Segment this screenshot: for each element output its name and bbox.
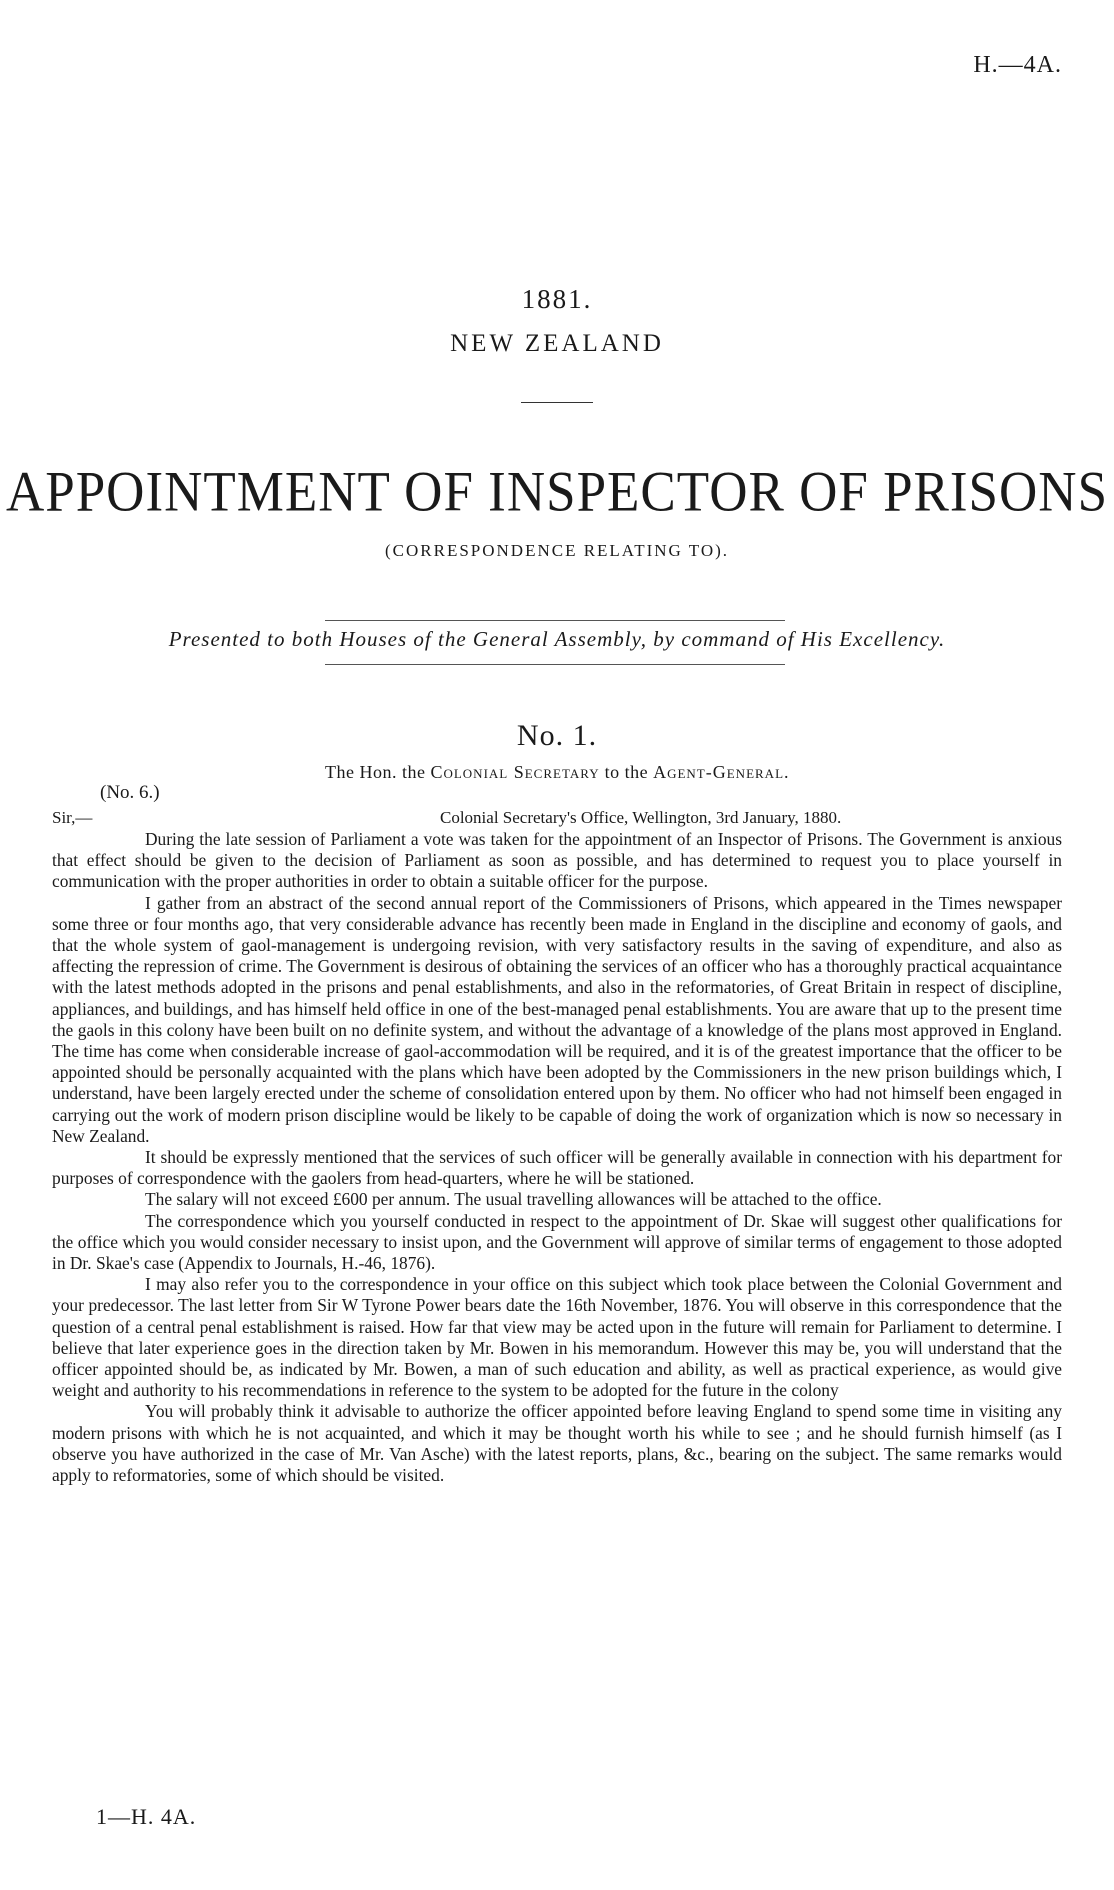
paragraph: It should be expressly mentioned that the services of such officer will be generally available in connection with his department for purposes of correspondence with the gaolers from head-quarters, where he will be stationed.: [52, 1147, 1062, 1189]
from-prefix: The Hon. the: [324, 762, 431, 782]
letter-dateline: Colonial Secretary's Office, Wellington, 3rd January, 1880.: [440, 808, 842, 827]
divider-short: [521, 402, 593, 403]
letter-number: No. 1.: [516, 719, 598, 752]
letter-reference-number: (No. 6.): [100, 782, 160, 803]
paragraph: During the late session of Parliament a vote was taken for the appointment of an Inspector of Prisons. The Government is anxious that effect should be given to the decision of Parliament as soon as possible, and has determined to request you to place yourself in communication with the proper authorities in order to obtain a suitable officer for the purpose.: [52, 829, 1062, 892]
paragraph: You will probably think it advisable to authorize the officer appointed before leaving England to spend some time in visiting any modern prisons with which he is not acquainted, and which it may be thought worth his while to see ; and he should furnish himself (as I observe you have authorized in the case of Mr. Van Asche) with the latest reports, plans, &c., bearing on the subject. The same remarks would apply to reformatories, some of which should be visited.: [52, 1401, 1062, 1486]
to-prefix: to the: [599, 762, 654, 782]
letter-sender: Colonial Secretary: [430, 762, 600, 782]
document-country: NEW ZEALAND: [450, 330, 664, 357]
page-title: APPOINTMENT OF INSPECTOR OF PRISONS: [5, 460, 1109, 524]
paragraph: I gather from an abstract of the second annual report of the Commissioners of Prisons, which appeared in the Times newspaper some three or four months ago, that very considerable advance has recently been made in England in the discipline and economy of gaols, and that the whole system of gaol-management is undergoing revision, with very satisfactory results in the saving of expenditure, and also as affecting the repression of crime. The Government is desirous of obtaining the services of an officer who has a thoroughly practical acquaintance with the latest methods adopted in the prisons and penal establishments, and also in the reformatories, of Great Britain in respect of discipline, appliances, and buildings, and has himself held office in one of the best-managed penal establishments. You are aware that up to the present time the gaols in this colony have been built on no definite system, and without the advantage of a knowledge of the plans most approved in England. The time has come when considerable increase of gaol-accommodation will be required, and it is of the greatest importance that the officer to be appointed should be personally acquainted with the plans which have been adopted by the Commissioners in the new prison buildings which, I understand, have been largely erected under the scheme of consolidation entered upon by them. No officer who had not himself been engaged in carrying out the work of modern prison discipline would be likely to be capable of doing the work of organization which is now so necessary in New Zealand.: [52, 892, 1062, 1146]
divider-top: [325, 620, 785, 621]
divider-bottom: [325, 664, 785, 665]
paragraph: The correspondence which you yourself conducted in respect to the appointment of Dr. Skae will suggest other qualifications for the office which you would consider necessary to insist upon, and the Government will approve of similar terms of engagement to those adopted in Dr. Skae's case (Appendix to Journals, H.-46, 1876).: [52, 1210, 1062, 1274]
letter-body: [52, 829, 1062, 1486]
letter-recipient: Agent-General: [653, 762, 785, 782]
paragraph: The salary will not exceed £600 per annum. The usual travelling allowances will be attached to the office.: [145, 1189, 882, 1210]
to-suffix: .: [784, 762, 790, 782]
letter-from-to: [0, 762, 1114, 783]
page-subtitle: (CORRESPONDENCE RELATING TO).: [384, 541, 730, 560]
document-year: 1881.: [521, 284, 593, 314]
page-footer-signature: 1—H. 4A.: [96, 1804, 197, 1829]
presented-statement: Presented to both Houses of the General Assembly, by command of His Excellency.: [168, 627, 946, 651]
letter-salutation: Sir,—: [52, 808, 93, 827]
document-reference: H.—4A.: [973, 52, 1062, 78]
paragraph: I may also refer you to the correspondence in your office on this subject which took place between the Colonial Government and your predecessor. The last letter from Sir W Tyrone Power bears date the 16th November, 1876. You will observe in this correspondence that the question of a central penal establishment is raised. How far that view may be acted upon in the future will remain for Parliament to determine. I believe that later experience goes in the direction taken by Mr. Bowen in his memorandum. However this may be, you will understand that the officer appointed should be, as indicated by Mr. Bowen, a man of such education and ability, as well as practical experience, as would give weight and authority to his recommendations in reference to the system to be adopted for the future in the colony: [52, 1274, 1062, 1401]
